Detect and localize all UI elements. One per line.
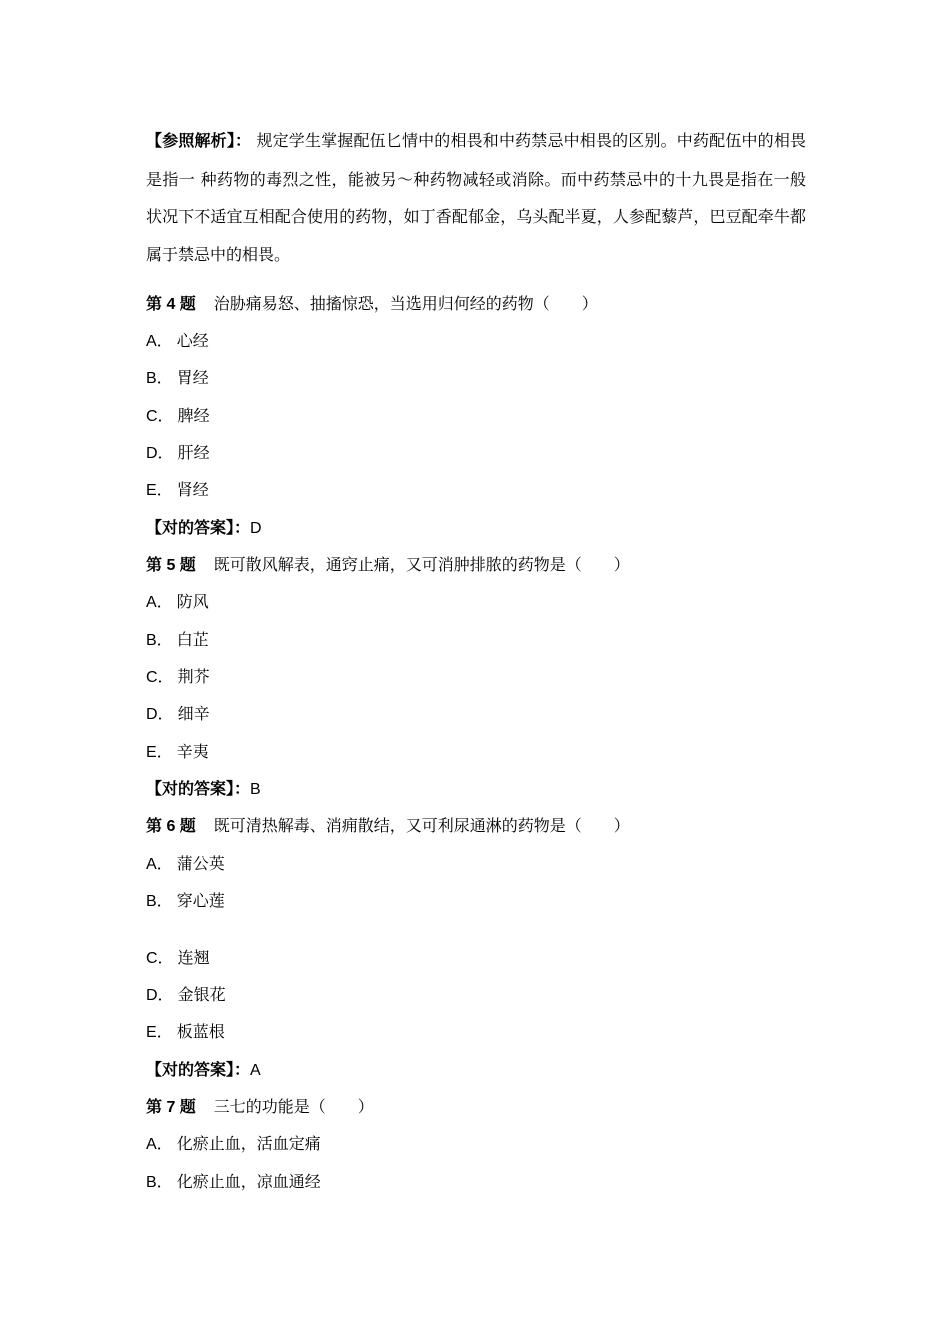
analysis-label: 【参照解析】： [146, 133, 252, 150]
q4-answer: 【对的答案】：D [146, 520, 262, 537]
question-4-stem [146, 292, 598, 316]
question-text: 三七的功能是（ ） [213, 1097, 374, 1116]
question-5-stem [146, 553, 630, 577]
q4-option-a: A． 心经 [146, 331, 209, 350]
q4-option-d: D． 肝经 [146, 443, 210, 462]
q6-answer: 【对的答案】：A [146, 1062, 261, 1079]
q6-option-c: C． 连翘 [146, 948, 210, 967]
question-number: 第 6 题 [146, 818, 196, 835]
q4-option-c: C． 脾经 [146, 406, 210, 425]
q5-option-e: E． 辛夷 [146, 742, 209, 761]
q5-option-c: C． 荆芥 [146, 667, 210, 686]
q4-option-e: E． 肾经 [146, 480, 209, 499]
question-text: 既可清热解毒、消痈散结，又可利尿通淋的药物是（ ） [213, 816, 630, 835]
analysis-text: 规定学生掌握配伍匕情中的相畏和中药禁忌中相畏的区别。中药配伍中的相畏是指一 种药物的毒烈之性，能被另～种药物减轻或消除。而中药禁忌中的十九畏是指在一般状况下不适宜互相配合使用的药物，如丁香配郁金，乌头配半夏，人参配藜芦，巴豆配牵牛都属于禁忌中的相畏。 [146, 131, 806, 264]
question-text: 治胁痛易怒、抽搐惊恐，当选用归何经的药物（ ） [213, 294, 598, 313]
question-number: 第 4 题 [146, 296, 196, 313]
q6-option-e: E． 板蓝根 [146, 1022, 225, 1041]
q5-option-a: A． 防风 [146, 592, 209, 611]
analysis-paragraph [146, 122, 806, 273]
question-6-stem [146, 814, 630, 838]
q6-option-d: D． 金银花 [146, 985, 226, 1004]
question-number: 第 7 题 [146, 1099, 196, 1116]
q6-option-a: A． 蒲公英 [146, 854, 225, 873]
q7-option-b: B． 化瘀止血，凉血通经 [146, 1172, 321, 1191]
q5-option-b: B． 白芷 [146, 630, 209, 649]
question-text: 既可散风解表，通窍止痛，又可消肿排脓的药物是（ ） [213, 555, 630, 574]
q7-option-a: A． 化瘀止血，活血定痛 [146, 1134, 321, 1153]
q5-answer: 【对的答案】：B [146, 781, 261, 798]
q4-option-b: B． 胃经 [146, 368, 209, 387]
q6-option-b: B． 穿心莲 [146, 891, 225, 910]
question-number: 第 5 题 [146, 557, 196, 574]
q5-option-d: D． 细辛 [146, 704, 210, 723]
question-7-stem [146, 1095, 374, 1119]
